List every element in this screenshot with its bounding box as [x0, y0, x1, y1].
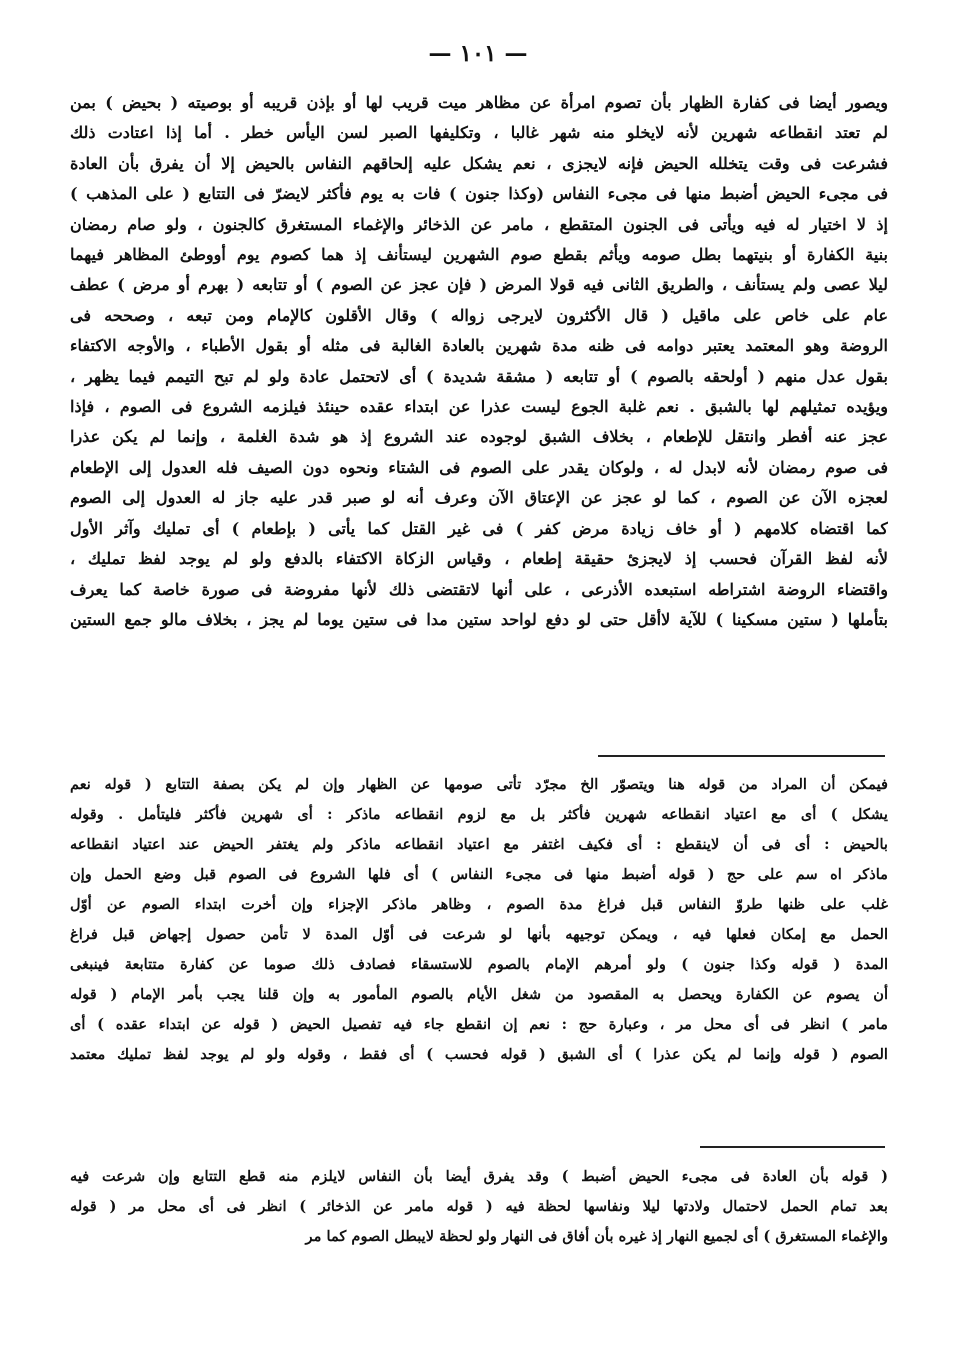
main-text-line: عجز عنه أفطر وانتقل للإطعام ، بخلاف الشبق لوجوده عند الشروع إذ هو شدة الغلمة ، وإنما لم يكن عذرا	[70, 427, 888, 447]
main-text-line: لأنه لفظ القرآن فحسب إذ لايجزئ حقيقة إطعام ، وقياس الزكاة الاكتفاء بالدفع ولو لم يوجد لفظ تمليك ،	[70, 549, 888, 569]
main-text-line: فى صوم رمضان لأنه لابدل له ، ولوكان يقدر على الصوم فى الشتاء ونحوه دون الصيف فله العدول إلى الإطعام	[70, 457, 888, 477]
commentary-line: المدة ( قوله وكذا جنون ) ولو أمرهم الإمام بالصوم للاستسقاء فصادف ذلك صوما عن كفارة متتابعة فينبغى	[70, 956, 888, 973]
main-text-line: بتأملها ( ستين مسكينا ) للآية لاأقل حتى لو دفع لواحد ستين مدا فى ستين يوما لم يجز ، بخلاف مالو جمع الستين	[70, 609, 888, 629]
main-text-line: الروضة وهو المعتمد يعتبر دوامه فى ظنه مدة شهرين بالعادة الغالبة فى مثله أو بقول الأطباء ، والأوجه الاكتفاء	[70, 336, 888, 356]
commentary-line: أن يصوم عن الكفارة ويحصل به المقصود من شغل الأيام بالصوم المأمور به وإن قلنا يجب بأمر الإمام ( قوله	[70, 986, 888, 1003]
commentary-first	[70, 770, 888, 1070]
main-text-line: فشرعت فى وقت يتخلله الحيض فإنه لايجزى ، نعم يشكل عليه إلحاقهم النفاس بالحيض إلا أن يفرق بأن العادة	[70, 153, 888, 173]
main-text	[70, 88, 888, 635]
commentary-line: فيمكن أن المراد من قوله هنا ويتصوّر الخ مجرّد تأتى صومها عن الظهار وإن لم يكن بصفة التتابع ( قوله نعم	[70, 776, 888, 793]
commentary-line: يشكل ) أى مع اعتياد انقطاعه شهرين فأكثر بل مع لزوم انقطاعه ماذكر : أى شهرين فأكثر فليتأمل . وقوله	[70, 806, 888, 823]
commentary-second	[70, 1162, 888, 1252]
separator-rule	[700, 1146, 885, 1148]
page-number: — ١٠١ —	[428, 40, 528, 67]
separator-rule	[598, 755, 885, 757]
commentary-line: ماذكر اه سم على حج ( قوله أضبط منها فى مجىء النفاس ) أى فلها الشروع فى الصوم قبل وضع الحمل وإن	[70, 866, 888, 883]
main-text-line: عام على خاص على ماقيل ( قال الأكثرون لايرجى زواله ) وقال الأقلون كالإمام ومن تبعه ، وصححه فى	[70, 305, 888, 325]
main-text-line: إذ لا اختيار له فيه ويأتى فى الجنون المتقطع ، مامر عن الذخائر والإغماء المستغرق كالجنون ، ولو صام رمضان	[70, 214, 888, 234]
commentary-line: الصوم ( قوله وإنما لم يكن عذرا ) أى الشبق ( قوله فحسب ) أى فقط ، وقوله ولو لم يوجد لفظ تمليك معتمد	[70, 1046, 888, 1063]
commentary-line: مامر ) انظر فى أى محل مر ، وعبارة حج : نعم إن انقطع جاء فيه تفصيل الحيض ( قوله عن ابتداء عقده ) أى	[70, 1016, 888, 1033]
main-text-line: فى مجىء الحيض أضبط منها فى مجىء النفاس (وكذا جنون ) فات به يوم فأكثر لايضرّ فى التتابع ( على المذهب )	[70, 184, 888, 204]
main-text-line: ليلا عصى ولم يستأنف ، والطريق الثانى فيه قولا المرض ( فإن عجز عن الصوم ) أو تتابعه ( بهرم أو مرض ) عطف	[70, 275, 888, 295]
commentary-line: بعد تمام الحمل لاحتمال ولادتها ليلا ونفاسها لحظة فيه ( قوله مامر عن الذخائر ) انظر فى أى محل مر ( قوله	[70, 1198, 888, 1215]
commentary-line: ( قوله بأن العادة فى مجىء الحيض أضبط ) وقد يفرق أيضا بأن النفاس لايلزم منه قطع التتابع وإن شرعت فيه	[70, 1168, 888, 1185]
main-text-line: ويصور أيضا فى كفارة الظهار بأن تصوم امرأة عن مظاهر ميت قريب لها أو بإذن قريبه أو بوصيته ( بحيض ) بمن	[70, 93, 888, 112]
main-text-line: واقتضاء الروضة اشتراطه استبعده الأذرعى ، على أنها لاتقتضى ذلك لأنها مفروضة فى صورة خاصة كما يعرف	[70, 579, 888, 599]
main-text-line: لعجزه الآن عن الصوم ، كما لو عجز عن الإعتاق الآن وعرف أنه لو صبر قدر عليه جاز له العدول إلى الصوم	[70, 488, 888, 508]
main-text-line: بنية الكفارة أو بنيتهما بطل صومه ويأثم بقطع صوم الشهرين ليستأنف إذ هما كصوم يوم أووطئ المظاهر فيهما	[70, 245, 888, 265]
main-text-line: ويؤيده تمثيلهم لها بالشبق . نعم غلبة الجوع ليست عذرا عن ابتداء عقده حينئذ فيلزمه الشروع فى الصوم ، فإذا	[70, 397, 888, 417]
commentary-line: بالحيض : أى فى أن لاينقطع : أى فكيف اغتفر مع اعتياد انقطاعه ماذكر ولم يغتفر الحيض عند اعتياد انقطاعه	[70, 836, 888, 853]
commentary-line: والإغماء المستغرق ) أى لجميع النهار إذ غيره بأن أفاق فى النهار ولو لحظة لايبطل الصوم كما مر	[305, 1228, 888, 1245]
main-text-line: كما اقتضاه كلامهم ( أو خاف زيادة مرض كفر ) فى غير القتل كما يأتى ( بإطعام ) أى تمليك وآثر الأول	[70, 518, 888, 538]
commentary-line: غلب على ظنها طروّ النفاس قبل فراغ مدة الصوم ، وظاهر ماذكر الإجزاء وإن أخرت ابتداء الصوم عن أوّل	[70, 896, 888, 913]
commentary-line: الحمل مع إمكان فعلها فيه ، ويمكن توجيهه بأنها لو شرعت فى أوّل المدة لا تأمن حصول إجهاض قبل فراغ	[70, 926, 888, 943]
main-text-line: لم تعتد انقطاعه شهرين لأنه لايخلو منه شهر غالبا ، وتكليفها الصبر لسن اليأس خطر . أما إذا اعتادت ذلك	[70, 123, 888, 143]
main-text-line: بقول عدل منهم ( أولحقه بالصوم ) أو تتابعه ( مشقة شديدة ) أى لاتحتمل عادة ولو لم تبح التيمم فيما يظهر ،	[70, 366, 888, 386]
